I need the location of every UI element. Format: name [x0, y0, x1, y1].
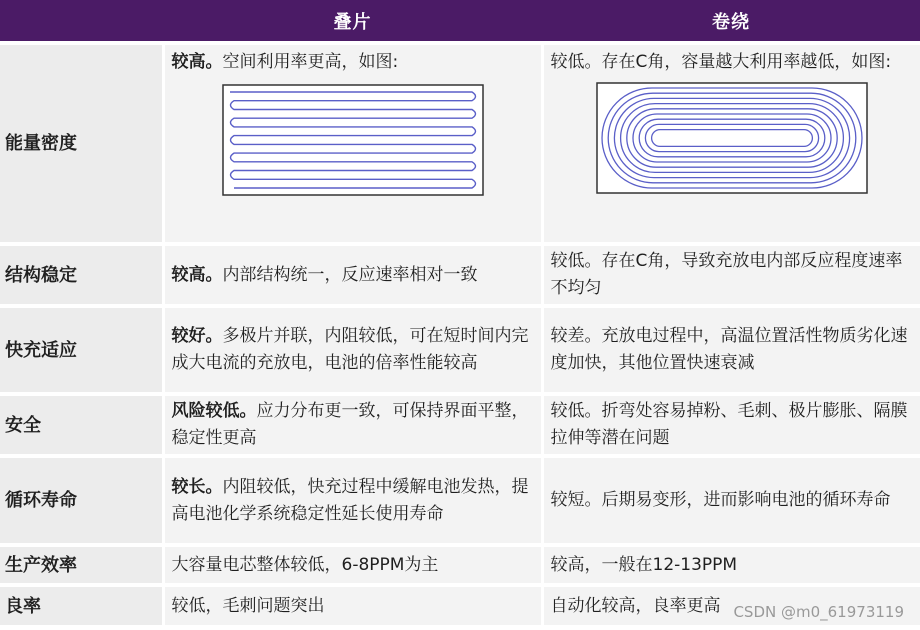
header-winding: 卷绕	[542, 0, 920, 43]
table-row	[0, 244, 920, 306]
stacking-text: 大容量电芯整体较低，6-8PPM为主	[171, 554, 439, 575]
row-label: 循环寿命	[0, 456, 163, 545]
stacking-cell	[163, 585, 542, 625]
diagram-frame	[223, 85, 483, 195]
row-label: 快充适应	[0, 306, 163, 394]
winding-text: 较高，一般在12-13PPM	[550, 554, 738, 575]
row-label: 良率	[0, 585, 163, 625]
stacking-cell	[163, 394, 542, 456]
row-label: 生产效率	[0, 545, 163, 585]
stacking-verdict: 较高。	[171, 52, 223, 72]
wound-electrode-diagram-icon	[596, 82, 868, 194]
winding-text: 较低。存在C角，容量越大利用率越低，如图:	[550, 52, 892, 72]
winding-text: 较低。折弯处容易掉粉、毛刺、极片膨胀、隔膜拉伸等潜在问题	[550, 401, 908, 448]
winding-cell	[542, 545, 920, 585]
table-row	[0, 545, 920, 585]
stacking-verdict: 较长。	[171, 476, 223, 497]
winding-text: 较短。后期易变形，进而影响电池的循环寿命	[550, 490, 891, 510]
stacking-figure	[172, 84, 535, 196]
watermark: CSDN @m0_61973119	[733, 603, 904, 621]
stacking-verdict: 较好。	[171, 326, 223, 346]
stacking-cell	[163, 545, 542, 585]
row-label: 能量密度	[0, 43, 163, 244]
table-row	[0, 456, 920, 545]
stacking-verdict: 较高。	[171, 264, 223, 285]
winding-cell	[542, 394, 920, 456]
row-label: 安全	[0, 394, 163, 456]
stacking-text: 应力分布更一致，可保持界面平整，稳定性更高	[171, 401, 529, 448]
stacking-text: 空间利用率更高，如图:	[222, 52, 399, 72]
winding-figure	[551, 82, 915, 194]
header-blank-cell	[0, 0, 163, 43]
table-row	[0, 306, 920, 394]
stacking-cell	[163, 244, 542, 306]
winding-cell	[542, 306, 920, 394]
table-row	[0, 394, 920, 456]
diagram-frame	[597, 83, 867, 193]
stacked-electrode-diagram-icon	[222, 84, 484, 196]
stacking-text: 较低，毛刺问题突出	[171, 595, 325, 616]
stacking-text: 内部结构统一，反应速率相对一致	[222, 264, 478, 285]
stacking-text: 多极片并联，内阻较低，可在短时间内完成大电流的充放电，电池的倍率性能较高	[171, 326, 529, 373]
winding-text: 较差。充放电过程中，高温位置活性物质劣化速度加快，其他位置快速衰减	[550, 326, 908, 373]
table-row	[0, 43, 920, 244]
stacking-cell	[163, 43, 542, 244]
stacking-cell	[163, 306, 542, 394]
winding-cell	[542, 244, 920, 306]
stacking-text: 内阻较低，快充过程中缓解电池发热，提高电池化学系统稳定性延长使用寿命	[171, 476, 529, 524]
table-header-row	[0, 0, 920, 43]
stacking-verdict: 风险较低。	[171, 401, 257, 421]
winding-cell	[542, 43, 920, 244]
stacking-cell	[163, 456, 542, 545]
row-label: 结构稳定	[0, 244, 163, 306]
winding-text: 自动化较高，良率更高	[550, 595, 721, 616]
header-stacking: 叠片	[163, 0, 542, 43]
winding-cell	[542, 456, 920, 545]
winding-text: 较低。存在C角，导致充放电内部反应程度速率不均匀	[550, 251, 903, 298]
